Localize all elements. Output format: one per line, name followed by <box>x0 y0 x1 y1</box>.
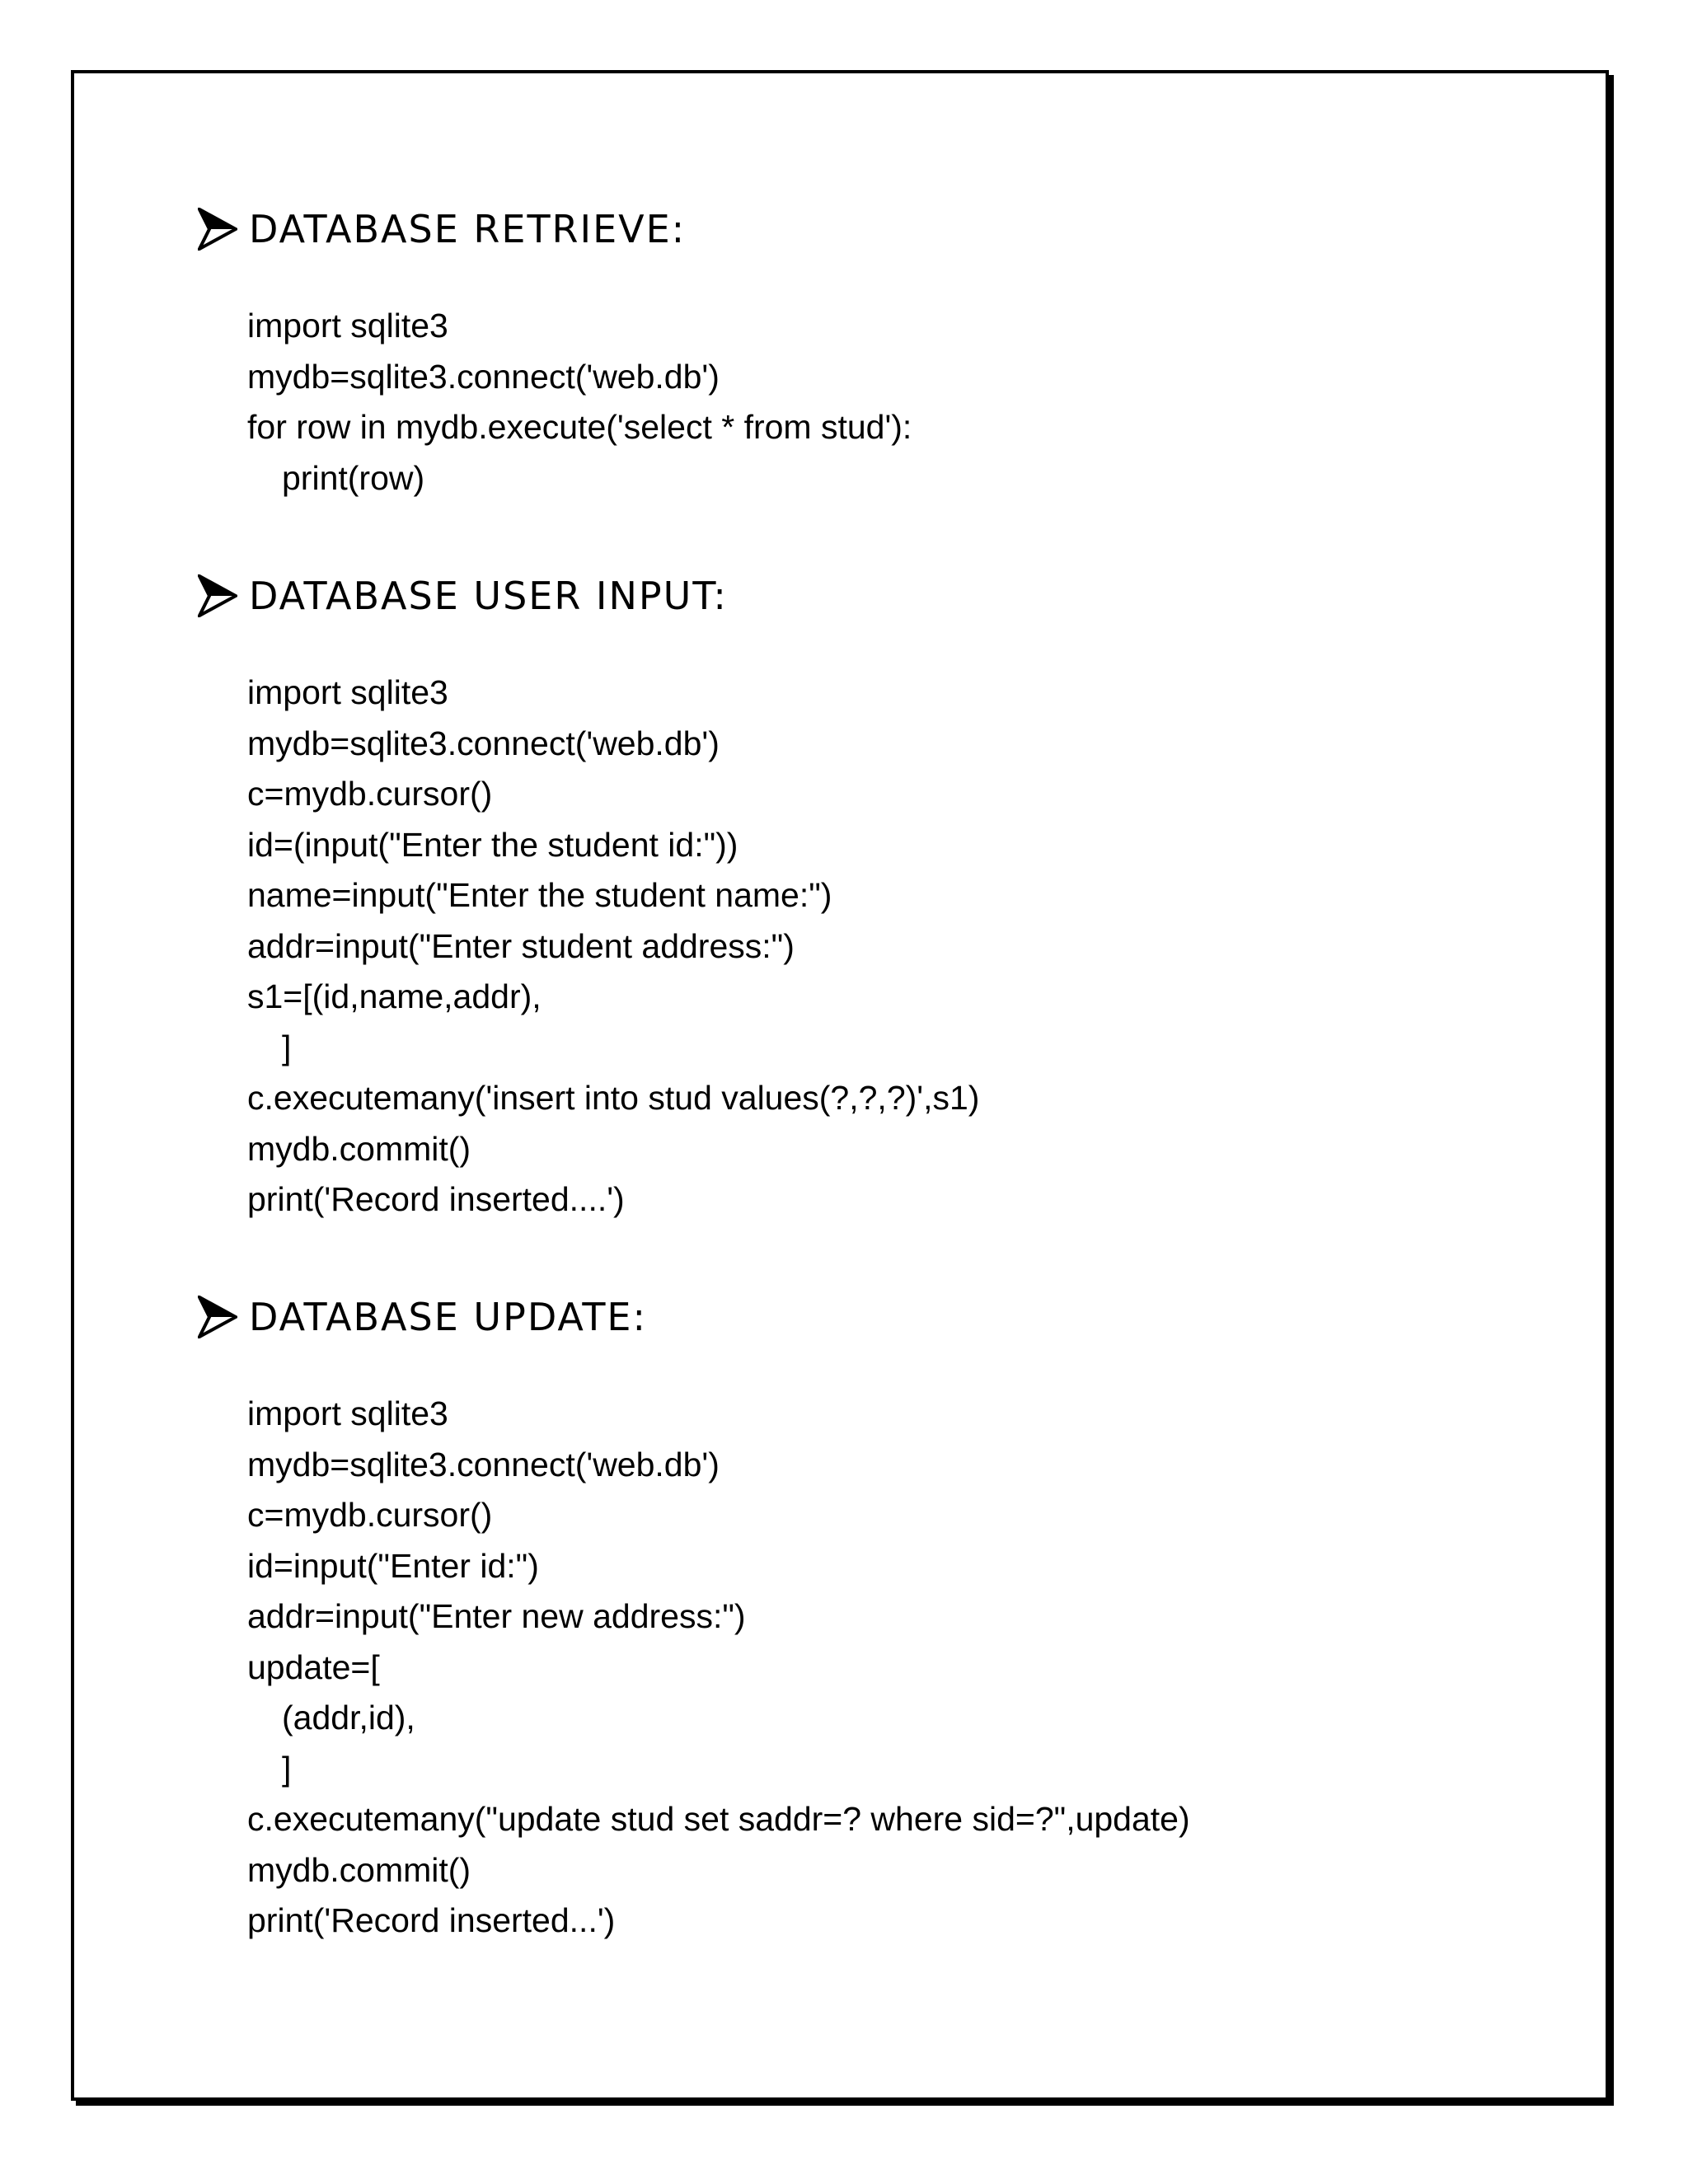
arrowhead-bullet-icon <box>198 1296 237 1338</box>
code-line: c=mydb.cursor() <box>247 775 493 813</box>
arrowhead-bullet-icon <box>198 574 237 617</box>
code-line: mydb.commit() <box>247 1850 471 1889</box>
code-line: import sqlite3 <box>247 1394 448 1432</box>
code-line: c.executemany("update stud set saddr=? where sid=?",update) <box>247 1800 1190 1838</box>
section-heading <box>198 567 1517 625</box>
code-line: print(row) <box>282 458 425 497</box>
heading-text: DATABASE UPDATE: <box>249 1295 647 1339</box>
heading-text: DATABASE RETRIEVE: <box>249 207 687 251</box>
code-line: name=input("Enter the student name:") <box>247 876 832 914</box>
section-heading <box>198 1288 1517 1346</box>
code-block <box>247 668 1517 1226</box>
code-block <box>247 301 1517 504</box>
code-line: update=[ <box>247 1647 380 1686</box>
heading-text: DATABASE USER INPUT: <box>249 574 728 618</box>
section-heading <box>198 200 1517 258</box>
code-line: mydb.commit() <box>247 1129 471 1168</box>
code-line: id=input("Enter id:") <box>247 1546 539 1585</box>
section-database-update <box>198 1288 1517 1947</box>
code-line: import sqlite3 <box>247 673 448 711</box>
code-line: addr=input("Enter new address:") <box>247 1597 746 1635</box>
arrowhead-bullet-icon <box>198 208 237 251</box>
code-line: id=(input("Enter the student id:")) <box>247 825 738 864</box>
code-line: c.executemany('insert into stud values(?,?,?)',s1) <box>247 1079 980 1117</box>
code-line: ] <box>282 1028 292 1066</box>
code-line: for row in mydb.execute('select * from stud'): <box>247 408 912 446</box>
code-line: (addr,id), <box>282 1699 415 1736</box>
code-block <box>247 1389 1517 1947</box>
code-line: mydb=sqlite3.connect('web.db') <box>247 724 720 762</box>
code-line: mydb=sqlite3.connect('web.db') <box>247 1445 720 1483</box>
code-line: print('Record inserted...') <box>247 1901 616 1939</box>
code-line: c=mydb.cursor() <box>247 1496 493 1534</box>
code-line: s1=[(id,name,addr), <box>247 977 542 1015</box>
code-line: print('Record inserted....') <box>247 1180 625 1218</box>
code-line: mydb=sqlite3.connect('web.db') <box>247 357 720 396</box>
code-line: ] <box>282 1749 292 1788</box>
code-line: addr=input("Enter student address:") <box>247 926 795 965</box>
section-database-retrieve <box>198 200 1517 504</box>
code-line: import sqlite3 <box>247 307 448 344</box>
section-database-user-input <box>198 567 1517 1226</box>
